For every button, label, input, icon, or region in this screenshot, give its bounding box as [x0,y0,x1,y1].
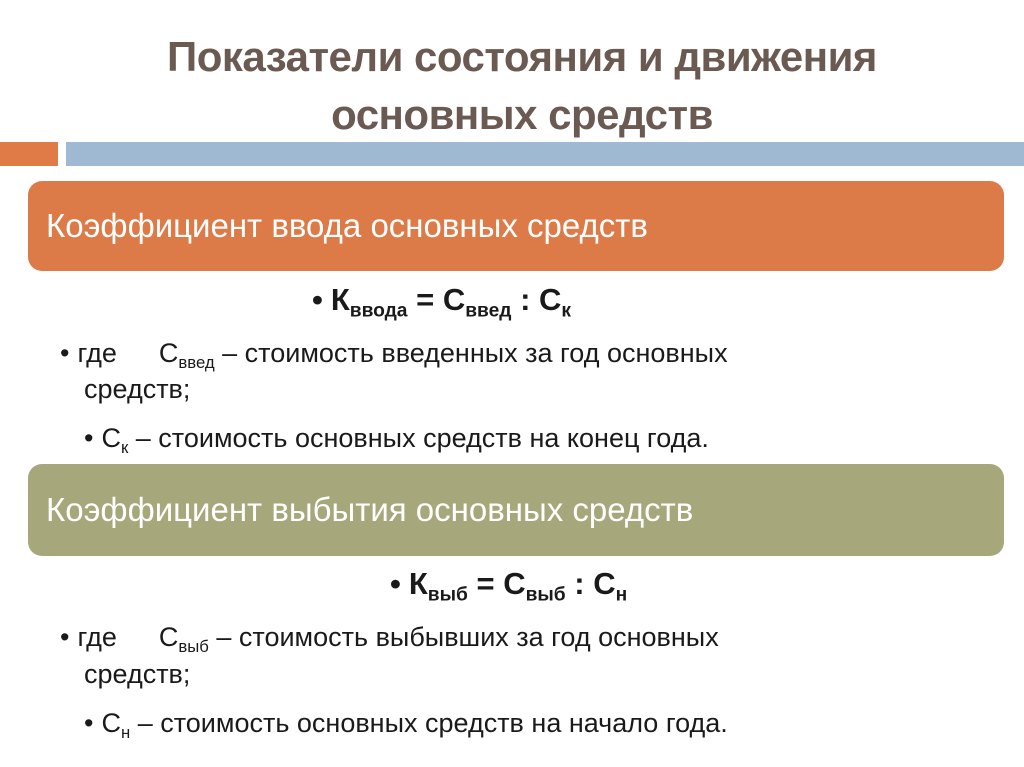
formula-symbol: С [539,282,562,317]
formula-subscript: ввода [349,300,408,322]
accent-bar-blue [66,142,1024,166]
formula-operator: = [467,566,504,601]
formula-subscript: введ [465,300,512,322]
formula-operator: : [565,566,594,601]
definition-retirement-2 [84,706,728,750]
page-title [0,28,1024,144]
section-heading-input-text: Коэффициент ввода основных средств [46,207,648,244]
formula-operator: : [511,282,540,317]
formula-subscript: выб [427,584,468,606]
formula-symbol: С [442,282,466,317]
formula-symbol: С [503,566,526,601]
section-heading-input [28,181,1004,271]
bullet: • [60,338,70,368]
formula-symbol: К [408,566,428,601]
definition-input-2 [84,421,709,465]
definition-symbol: С [158,338,179,368]
section-heading-retirement-text: Коэффициент выбытия основных средств [46,491,694,528]
definition-symbol: С [101,423,121,453]
accent-bar-orange [0,142,58,166]
bullet: • [84,423,94,453]
formula-symbol: С [593,566,616,601]
bullet: • [60,622,70,652]
formula-subscript: выб [525,584,566,606]
formula-retirement [390,566,627,607]
definition-text: – стоимость основных средств на конец года. [128,423,709,453]
definition-text: – стоимость основных средств на начало года. [130,708,728,738]
definition-text: – стоимость введенных за год основных [214,338,728,368]
definition-subscript: н [120,722,131,742]
formula-input [312,282,571,323]
formula-symbol: К [330,282,350,317]
definition-symbol: С [158,622,179,652]
definition-subscript: к [120,437,129,457]
definition-symbol: С [101,708,121,738]
definition-text: – стоимость выбывших за год основных [208,622,719,652]
where-label: где [77,622,117,652]
definition-subscript: введ [178,352,215,372]
bullet: • [312,282,323,317]
formula-subscript: к [561,300,572,322]
bullet: • [390,566,401,601]
formula-subscript: н [615,584,628,606]
definition-subscript: выб [178,636,209,656]
bullet: • [84,708,94,738]
title-line-2: основных средств [331,91,713,138]
definition-retirement-1-cont: средств; [84,659,191,689]
definition-input-1-cont: средств; [84,374,191,404]
where-label: где [77,338,117,368]
section-heading-retirement [28,464,1004,556]
formula-operator: = [407,282,443,317]
title-line-1: Показатели состояния и движения [167,33,877,80]
